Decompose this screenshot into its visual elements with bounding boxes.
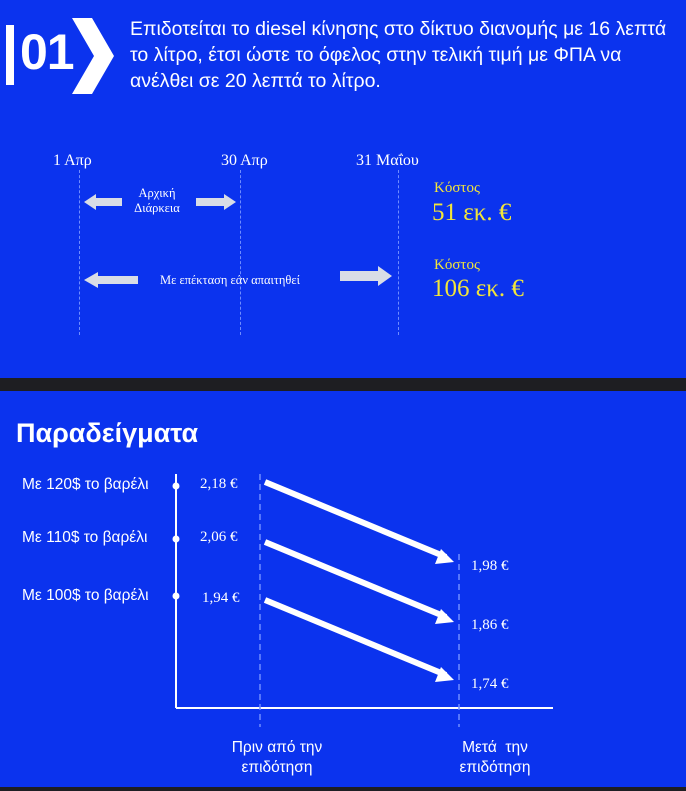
date-start: 1 Απρ: [53, 152, 92, 169]
date-end-line: [398, 170, 399, 335]
initial-period-line1: Αρχική: [138, 186, 176, 200]
intro-text: Επιδοτείται το diesel κίνησης στο δίκτυο διανομής με 16 λεπτά το λίτρο, έτσι ώστε το όφελος στην τελική τιμή με ΦΠΑ να ανέλθει σε 20 λεπτά το λίτρο.: [130, 18, 667, 92]
slide-divider: [0, 378, 686, 394]
before-caption-line1: Πριν από την: [231, 739, 323, 756]
before-caption: [222, 738, 332, 778]
after-caption-line1: Μετά την: [462, 739, 528, 756]
date-mid: 30 Απρ: [221, 152, 268, 169]
initial-period-line2: Διάρκεια: [134, 201, 180, 215]
price-after-110: 1,86 €: [471, 617, 509, 633]
section-number: 01: [20, 24, 74, 80]
row-marker: [173, 536, 180, 543]
before-caption-line2: επιδότηση: [241, 759, 313, 776]
row-marker: [173, 483, 180, 490]
bottom-edge: [0, 787, 686, 791]
row-marker: [173, 593, 180, 600]
row-label-120: Με 120$ το βαρέλι: [22, 476, 149, 493]
cost-value-extended: 106 εκ. €: [432, 275, 524, 302]
timeline-slide: [0, 0, 686, 378]
extension-label: Με επέκταση εάν απαιτηθεί: [159, 273, 301, 287]
cost-value-initial: 51 εκ. €: [432, 199, 512, 226]
chevron-right-icon: [68, 16, 118, 96]
date-start-line: [79, 170, 80, 335]
after-caption: [440, 738, 550, 778]
price-before-120: 2,18 €: [200, 476, 238, 492]
cost-label-initial: Κόστος: [434, 180, 480, 196]
examples-slide: [0, 394, 686, 791]
row-label-110: Με 110$ το βαρέλι: [22, 529, 148, 546]
after-caption-line2: επιδότηση: [459, 759, 531, 776]
section-title: Παραδείγματα: [16, 418, 199, 448]
price-before-100: 1,94 €: [202, 590, 240, 606]
price-after-100: 1,74 €: [471, 676, 509, 692]
arrow-right-icon: [196, 193, 238, 213]
date-mid-line: [240, 170, 241, 335]
arrow-100: [265, 600, 454, 682]
badge-bar: [6, 25, 14, 85]
price-after-120: 1,98 €: [471, 558, 509, 574]
price-before-110: 2,06 €: [200, 529, 238, 545]
arrow-right-icon: [340, 266, 394, 288]
cost-label-extended: Κόστος: [434, 257, 480, 273]
row-label-100: Με 100$ το βαρέλι: [22, 587, 149, 604]
initial-period-label: [118, 186, 196, 216]
date-end: 31 Μαΐου: [356, 152, 419, 169]
arrow-left-icon: [84, 271, 140, 291]
